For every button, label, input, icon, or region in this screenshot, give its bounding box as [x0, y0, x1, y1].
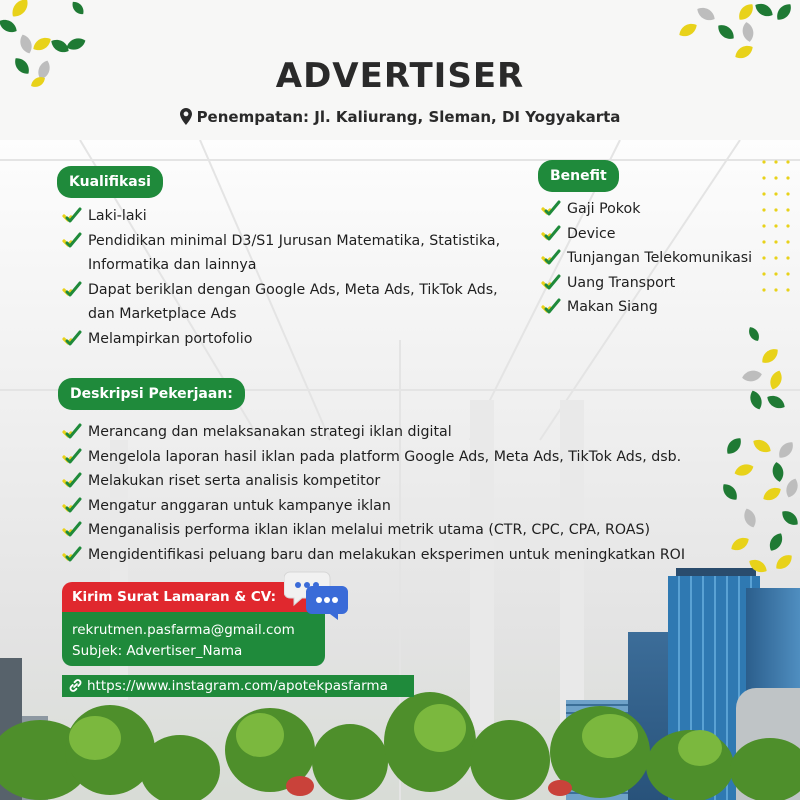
- qualification-item-text: Melampirkan portofolio: [88, 330, 253, 347]
- job-description-item: [62, 494, 685, 519]
- check-icon: [541, 225, 561, 243]
- qualification-item-text: dan Marketplace Ads: [88, 306, 237, 322]
- job-description-item-text: Mengidentifikasi peluang baru dan melakukan eksperimen untuk meningkatkan ROI: [88, 546, 686, 563]
- job-description-list: [62, 420, 685, 567]
- qualification-item-text: Pendidikan minimal D3/S1 Jurusan Matematika, Statistika,: [88, 232, 501, 249]
- check-icon: [541, 249, 561, 267]
- job-description-item-text: Menganalisis performa iklan iklan melalui metrik utama (CTR, CPC, CPA, ROAS): [88, 522, 651, 538]
- instagram-url[interactable]: https://www.instagram.com/apotekpasfarma: [87, 678, 388, 694]
- job-description-heading: Deskripsi Pekerjaan:: [58, 378, 245, 410]
- check-icon: [62, 472, 82, 490]
- qualification-item: [62, 229, 500, 278]
- benefit-item-text: Tunjangan Telekomunikasi: [567, 250, 753, 266]
- instagram-link-bar[interactable]: [62, 675, 414, 697]
- job-description-item: [62, 445, 685, 470]
- check-icon: [62, 232, 82, 250]
- map-pin-icon: [180, 108, 192, 129]
- check-icon: [541, 200, 561, 218]
- job-description-item: [62, 420, 685, 445]
- benefit-item-text: Device: [567, 225, 616, 242]
- qualification-item: [62, 204, 500, 229]
- check-icon: [62, 281, 82, 299]
- apply-heading: Kirim Surat Lamaran & CV:: [62, 582, 328, 612]
- job-title: ADVERTISER: [275, 56, 525, 96]
- qualifications-list: [62, 204, 500, 351]
- check-icon: [62, 207, 82, 225]
- benefits-list: [541, 197, 752, 320]
- qualification-item: [62, 327, 500, 352]
- tree-line: [0, 690, 800, 800]
- benefit-item: [541, 246, 752, 271]
- check-icon: [62, 521, 82, 539]
- benefit-item: [541, 295, 752, 320]
- qualification-item-text: Dapat beriklan dengan Google Ads, Meta Ads, TikTok Ads,: [88, 281, 498, 298]
- check-icon: [541, 274, 561, 292]
- check-icon: [62, 546, 82, 564]
- apply-subject: Subjek: Advertiser_Nama: [72, 643, 243, 659]
- check-icon: [541, 298, 561, 316]
- benefit-item-text: Gaji Pokok: [567, 201, 641, 217]
- location-text: Penempatan: Jl. Kaliurang, Sleman, DI Yogyakarta: [196, 108, 621, 126]
- qualification-item: [62, 278, 500, 327]
- check-icon: [62, 497, 82, 515]
- benefit-item-text: Makan Siang: [567, 299, 658, 315]
- check-icon: [62, 448, 82, 466]
- apply-email[interactable]: rekrutmen.pasfarma@gmail.com: [72, 622, 295, 638]
- location-line: [0, 108, 800, 129]
- job-description-item-text: Mengatur anggaran untuk kampanye iklan: [88, 497, 391, 514]
- qualification-item-text: Laki-laki: [88, 208, 147, 224]
- link-icon: [68, 678, 83, 700]
- decorative-dots: [760, 158, 794, 298]
- qualification-item-text: Informatika dan lainnya: [88, 257, 257, 273]
- benefits-heading: Benefit: [538, 160, 619, 192]
- qualifications-heading: Kualifikasi: [57, 166, 163, 198]
- apply-details: [62, 612, 325, 666]
- job-description-item-text: Melakukan riset serta analisis kompetitor: [88, 473, 381, 489]
- job-description-item-text: Merancang dan melaksanakan strategi iklan digital: [88, 424, 452, 440]
- job-description-item: [62, 543, 685, 568]
- benefit-item-text: Uang Transport: [567, 274, 676, 291]
- job-description-item-text: Mengelola laporan hasil iklan pada platform Google Ads, Meta Ads, TikTok Ads, dsb.: [88, 448, 682, 465]
- benefit-item: [541, 197, 752, 222]
- check-icon: [62, 423, 82, 441]
- job-description-item: [62, 469, 685, 494]
- check-icon: [62, 330, 82, 348]
- chat-bubbles-icon: [284, 568, 350, 620]
- job-description-item: [62, 518, 685, 543]
- benefit-item: [541, 222, 752, 247]
- benefit-item: [541, 271, 752, 296]
